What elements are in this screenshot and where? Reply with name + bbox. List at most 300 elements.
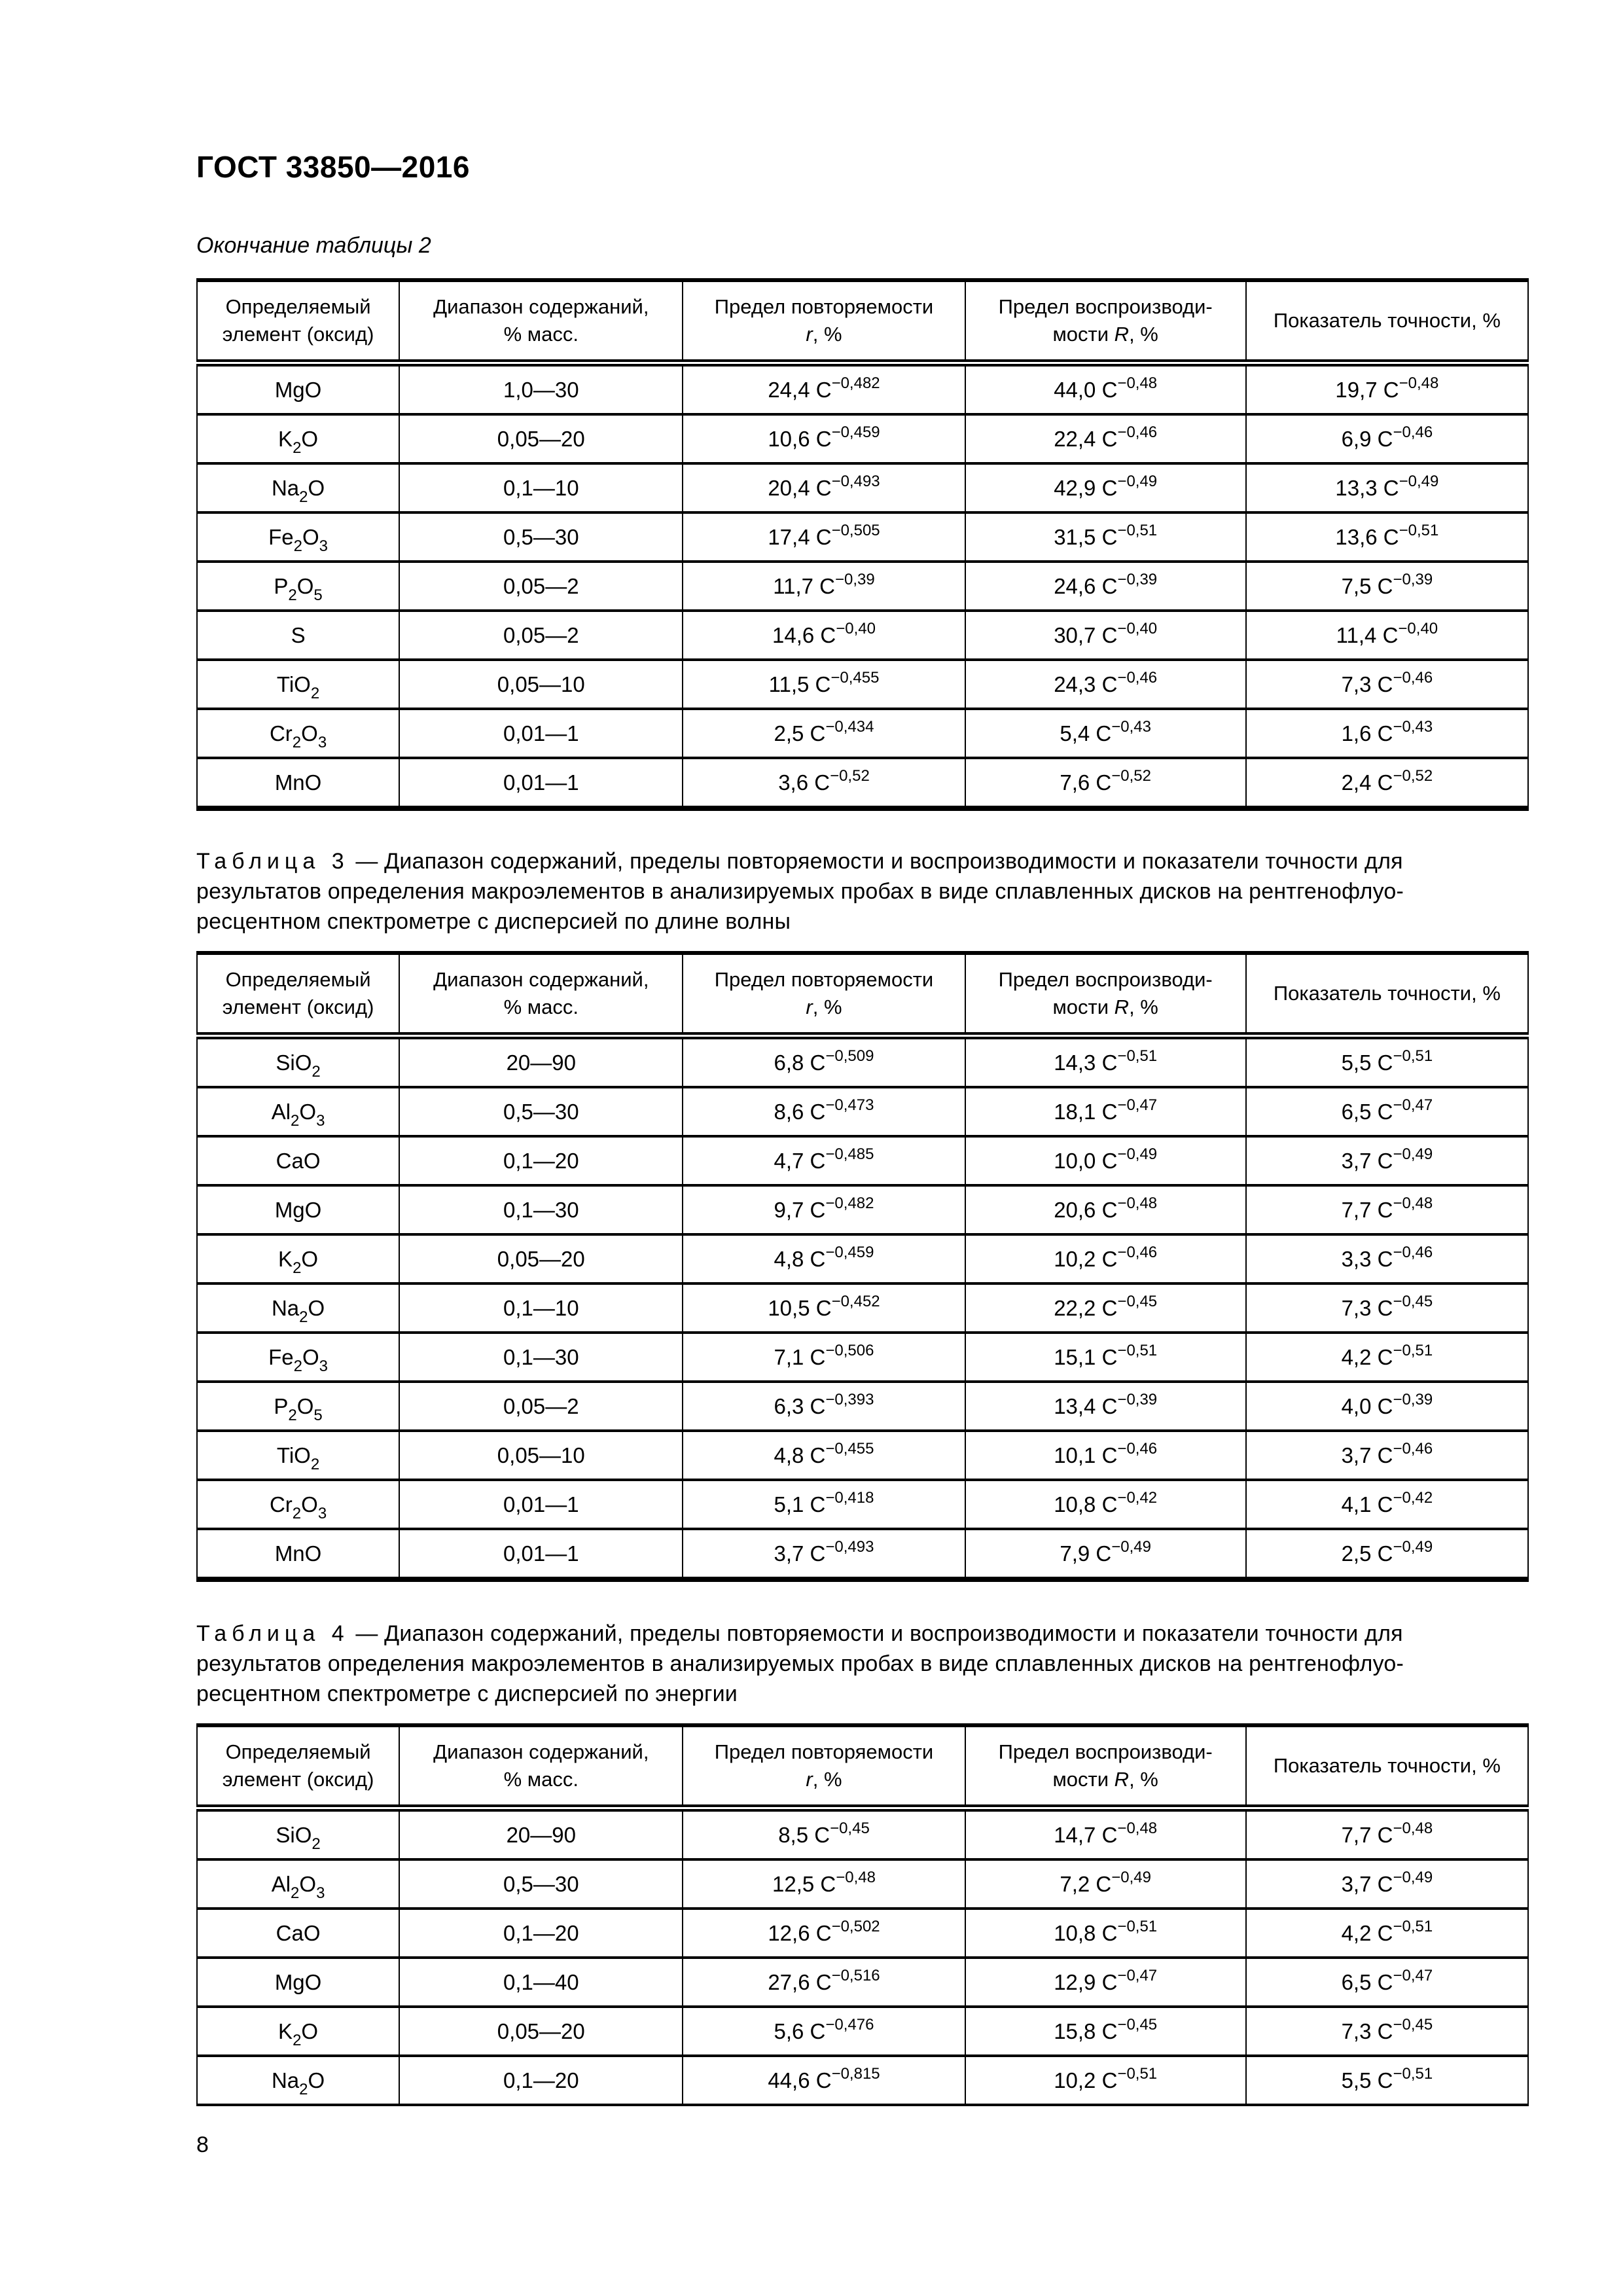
exponent: −0,434 (825, 717, 874, 736)
range-cell: 0,01—1 (399, 758, 683, 808)
header-text: мости (1052, 323, 1115, 346)
exponent: −0,493 (831, 472, 880, 490)
formula-subscript: 2 (293, 439, 302, 457)
reproducibility-cell: 44,0 $C^{-0,48}$ (965, 363, 1246, 415)
element-cell: TiO$_2$ (197, 1431, 399, 1480)
exponent: −0,47 (1117, 1096, 1158, 1114)
header-text: элемент (оксид) (222, 323, 374, 346)
reproducibility-cell: 42,9 $C^{-0,49}$ (965, 463, 1246, 512)
range-cell: 0,1—20 (399, 1909, 683, 1958)
exponent: −0,49 (1117, 472, 1158, 490)
accuracy-cell: 4,1 $C^{-0,42}$ (1246, 1480, 1528, 1529)
exponent: −0,49 (1393, 1537, 1433, 1556)
element-cell: SiO$_2$ (276, 1050, 321, 1081)
exponent: −0,46 (1117, 1439, 1158, 1458)
reproducibility-cell: 30,7 $C^{-0,40}$ (965, 611, 1246, 660)
header-reproducibility (965, 280, 1246, 363)
reproducibility-cell: 31,5 $C^{-0,51}$ (965, 512, 1246, 562)
element-cell: $P_2O_5$ (197, 562, 399, 611)
accuracy-cell: 5,5 $C^{-0,51}$ (1246, 1036, 1528, 1088)
exponent: −0,505 (831, 521, 880, 539)
formula-subscript: 5 (313, 1406, 323, 1424)
element-cell: CaO (197, 1136, 399, 1185)
accuracy-cell: 7,5 $C^{-0,39}$ (1246, 562, 1528, 611)
range-cell: 1,0—30 (399, 363, 683, 415)
accuracy-cell: 7,7 $C^{-0,48}$ (1246, 1185, 1528, 1234)
accuracy-cell: 19,7 $C^{-0,48}$ (1246, 363, 1528, 415)
exponent: −0,39 (1117, 570, 1158, 588)
exponent: −0,51 (1399, 521, 1439, 539)
exponent: −0,45 (1393, 1292, 1433, 1310)
header-range (399, 1725, 683, 1808)
header-row (197, 1725, 1528, 1808)
exponent: −0,455 (825, 1439, 874, 1458)
formula-subscript: 2 (299, 1308, 308, 1326)
formula-subscript: 2 (293, 1357, 302, 1375)
exponent: −0,45 (830, 1819, 870, 1837)
element-cell: $Fe_2O_3$ (197, 1333, 399, 1382)
header-text: % масс. (503, 323, 579, 346)
exponent: −0,42 (1393, 1488, 1433, 1507)
formula-subscript: 3 (316, 1884, 325, 1902)
header-text: , % (1129, 1768, 1158, 1791)
accuracy-cell: 3,7 $C^{-0,49}$ (1246, 1136, 1528, 1185)
reproducibility-cell: 22,2 $C^{-0,45}$ (965, 1283, 1246, 1333)
element-cell: MnO (197, 758, 399, 808)
repeatability-cell: 27,6 $C^{-0,516}$ (683, 1958, 965, 2007)
element-cell: MgO (274, 377, 322, 402)
formula-subscript: 2 (293, 537, 302, 555)
exponent: −0,51 (1117, 1917, 1158, 1935)
reproducibility-cell: 10,0 $C^{-0,49}$ (965, 1136, 1246, 1185)
reproducibility-cell: 7,2 $C^{-0,49}$ (965, 1859, 1246, 1909)
element-cell: $K_2O$ (197, 1234, 399, 1283)
header-text: Определяемый (225, 968, 371, 991)
range-cell: 20—90 (399, 1036, 683, 1088)
header-text: Предел повторяемости (714, 1740, 934, 1763)
formula-subscript: 3 (317, 733, 327, 751)
formula-subscript: 2 (310, 684, 320, 702)
element-cell: MnO (197, 1529, 399, 1579)
element-cell: $Na_2O$ (197, 463, 399, 512)
exponent: −0,815 (831, 2064, 880, 2083)
exponent: −0,48 (836, 1868, 876, 1886)
range-cell: 0,05—20 (399, 414, 683, 463)
accuracy-cell: 4,2 $C^{-0,51}$ (1246, 1333, 1528, 1382)
exponent: −0,45 (1117, 2015, 1158, 2034)
exponent: −0,47 (1393, 1966, 1433, 1984)
element-cell: S (197, 611, 399, 660)
exponent: −0,452 (831, 1292, 880, 1310)
exponent: −0,39 (1393, 1390, 1433, 1408)
exponent: −0,509 (825, 1047, 874, 1065)
table-row (197, 1185, 1528, 1234)
table-row (197, 1136, 1528, 1185)
table-row (197, 414, 1528, 463)
formula-subscript: 2 (293, 2031, 302, 2049)
reproducibility-cell: 10,8 $C^{-0,42}$ (965, 1480, 1246, 1529)
reproducibility-cell: 14,7 $C^{-0,48}$ (965, 1808, 1246, 1860)
range-cell: 20—90 (399, 1808, 683, 1860)
reproducibility-cell: 13,4 $C^{-0,39}$ (965, 1382, 1246, 1431)
header-text (971, 321, 1240, 348)
range-cell: 0,1—20 (399, 1136, 683, 1185)
var-r: r (806, 1768, 813, 1791)
range-cell: 0,05—2 (399, 562, 683, 611)
header-text: Диапазон содержаний, (433, 295, 649, 318)
reproducibility-cell: 15,8 $C^{-0,45}$ (965, 2007, 1246, 2056)
exponent: −0,455 (830, 668, 880, 687)
header-text: Диапазон содержаний, (433, 968, 649, 991)
repeatability-cell: 4,7 $C^{-0,485}$ (683, 1136, 965, 1185)
header-text: % масс. (503, 1768, 579, 1791)
range-cell: 0,01—1 (399, 709, 683, 758)
caption-line: результатов определения макроэлементов в анализируемых пробах в виде сплавленных дисков на рентгенофлуо- (196, 879, 1404, 904)
header-repeatability (683, 280, 965, 363)
element-cell: $Fe_2O_3$ (197, 512, 399, 562)
element-cell: MgO (197, 1958, 399, 2007)
accuracy-cell: 3,7 $C^{-0,49}$ (1246, 1859, 1528, 1909)
exponent: −0,49 (1111, 1537, 1151, 1556)
repeatability-cell: 11,7 $C^{-0,39}$ (683, 562, 965, 611)
reproducibility-cell: 22,4 $C^{-0,46}$ (965, 414, 1246, 463)
header-element (197, 280, 399, 363)
table-row (197, 1808, 1528, 1860)
header-text (688, 321, 959, 348)
table-row (197, 1431, 1528, 1480)
exponent: −0,46 (1393, 423, 1433, 441)
repeatability-cell: 7,1 $C^{-0,506}$ (683, 1333, 965, 1382)
header-range (399, 280, 683, 363)
header-text: Предел воспроизводи- (998, 1740, 1213, 1763)
range-cell: 0,1—20 (399, 2056, 683, 2105)
range-cell: 0,1—10 (399, 463, 683, 512)
reproducibility-cell: 24,6 $C^{-0,39}$ (965, 562, 1246, 611)
exponent: −0,39 (835, 570, 875, 588)
accuracy-cell: 3,7 $C^{-0,46}$ (1246, 1431, 1528, 1480)
exponent: −0,40 (836, 619, 876, 637)
exponent: −0,51 (1393, 1341, 1433, 1359)
exponent: −0,40 (1398, 619, 1438, 637)
header-text: Показатель точности, % (1273, 982, 1501, 1005)
exponent: −0,473 (825, 1096, 874, 1114)
table-4-label: Таблица 4 (196, 1621, 349, 1646)
caption-line (196, 1619, 1529, 1649)
table-row (197, 709, 1528, 758)
exponent: −0,485 (825, 1145, 874, 1163)
exponent: −0,502 (831, 1917, 880, 1935)
header-accuracy (1246, 953, 1528, 1036)
formula-subscript: 2 (310, 1455, 320, 1473)
exponent: −0,48 (1117, 374, 1158, 392)
element-cell: $P_2O_5$ (197, 1382, 399, 1431)
accuracy-cell: 11,4 $C^{-0,40}$ (1246, 611, 1528, 660)
var-R: R (1114, 1768, 1130, 1791)
caption-line: ресцентном спектрометре с дисперсией по длине волны (196, 909, 791, 934)
exponent: −0,459 (831, 423, 880, 441)
repeatability-cell: 14,6 $C^{-0,40}$ (683, 611, 965, 660)
exponent: −0,46 (1117, 1243, 1158, 1261)
table-row (197, 1087, 1528, 1136)
table-row (197, 1283, 1528, 1333)
range-cell: 0,05—20 (399, 2007, 683, 2056)
repeatability-cell: 12,6 $C^{-0,502}$ (683, 1909, 965, 1958)
formula-subscript: 2 (291, 1111, 300, 1130)
formula-subscript: 2 (312, 1835, 321, 1853)
accuracy-cell: 7,3 $C^{-0,45}$ (1246, 2007, 1528, 2056)
exponent: −0,42 (1117, 1488, 1158, 1507)
reproducibility-cell: 24,3 $C^{-0,46}$ (965, 660, 1246, 709)
header-text: мости (1052, 1768, 1115, 1791)
exponent: −0,46 (1117, 423, 1158, 441)
page-content (196, 0, 1529, 2158)
exponent: −0,47 (1117, 1966, 1158, 1984)
exponent: −0,418 (825, 1488, 874, 1507)
exponent: −0,51 (1117, 1341, 1158, 1359)
formula-subscript: 3 (317, 1504, 327, 1522)
exponent: −0,49 (1111, 1868, 1151, 1886)
repeatability-cell: 8,6 $C^{-0,473}$ (683, 1087, 965, 1136)
repeatability-cell: 4,8 $C^{-0,459}$ (683, 1234, 965, 1283)
reproducibility-cell: 14,3 $C^{-0,51}$ (965, 1036, 1246, 1088)
repeatability-cell: 17,4 $C^{-0,505}$ (683, 512, 965, 562)
accuracy-cell: 4,2 $C^{-0,51}$ (1246, 1909, 1528, 1958)
table-row (197, 611, 1528, 660)
reproducibility-cell: 10,2 $C^{-0,51}$ (965, 2056, 1246, 2105)
exponent: −0,51 (1393, 1047, 1433, 1065)
exponent: −0,48 (1393, 1819, 1433, 1837)
reproducibility-cell: 10,2 $C^{-0,46}$ (965, 1234, 1246, 1283)
table-row (197, 1909, 1528, 1958)
repeatability-cell: 12,5 $C^{-0,48}$ (683, 1859, 965, 1909)
table-3-header (197, 953, 1528, 1036)
table-row (197, 1480, 1528, 1529)
table-row (197, 1859, 1528, 1909)
exponent: −0,43 (1393, 717, 1433, 736)
exponent: −0,482 (825, 1194, 874, 1212)
doc-number: ГОСТ 33850—2016 (196, 150, 470, 184)
formula-subscript: 3 (316, 1111, 325, 1130)
range-cell: 0,05—20 (399, 1234, 683, 1283)
accuracy-cell: 13,3 $C^{-0,49}$ (1246, 463, 1528, 512)
header-text: , % (812, 1768, 842, 1791)
header-text: Показатель точности, % (1273, 309, 1501, 332)
header-accuracy (1246, 1725, 1528, 1808)
exponent: −0,476 (825, 2015, 874, 2034)
header-text: элемент (оксид) (222, 1768, 374, 1791)
element-cell: MgO (197, 1185, 399, 1234)
exponent: −0,51 (1393, 2064, 1433, 2083)
header-text: , % (812, 323, 842, 346)
accuracy-cell: 6,9 $C^{-0,46}$ (1246, 414, 1528, 463)
table-row (197, 512, 1528, 562)
accuracy-cell: 13,6 $C^{-0,51}$ (1246, 512, 1528, 562)
exponent: −0,493 (825, 1537, 874, 1556)
header-text: Предел повторяемости (714, 968, 934, 991)
table-4-body (197, 1808, 1528, 2106)
element-cell: TiO$_2$ (197, 660, 399, 709)
repeatability-cell: 44,6 $C^{-0,815}$ (683, 2056, 965, 2105)
repeatability-cell: 2,5 $C^{-0,434}$ (683, 709, 965, 758)
header-text: Показатель точности, % (1273, 1754, 1501, 1777)
table-row (197, 660, 1528, 709)
exponent: −0,40 (1117, 619, 1158, 637)
reproducibility-cell: 20,6 $C^{-0,48}$ (965, 1185, 1246, 1234)
exponent: −0,46 (1393, 668, 1433, 687)
reproducibility-cell: 15,1 $C^{-0,51}$ (965, 1333, 1246, 1382)
header-text (971, 994, 1240, 1021)
exponent: −0,48 (1393, 1194, 1433, 1212)
range-cell: 0,05—2 (399, 611, 683, 660)
table-2-end (196, 278, 1529, 811)
range-cell: 0,05—2 (399, 1382, 683, 1431)
header-text: Предел воспроизводи- (998, 295, 1213, 318)
header-text: Определяемый (225, 295, 371, 318)
header-text: элемент (оксид) (222, 996, 374, 1018)
formula-subscript: 3 (319, 1357, 329, 1375)
var-R: R (1114, 996, 1130, 1018)
var-r: r (806, 996, 813, 1018)
accuracy-cell: 7,3 $C^{-0,46}$ (1246, 660, 1528, 709)
repeatability-cell: 24,4 $C^{-0,482}$ (683, 363, 965, 415)
exponent: −0,47 (1393, 1096, 1433, 1114)
formula-subscript: 2 (299, 2080, 308, 2098)
table-3-caption (196, 846, 1529, 937)
table-3-body (197, 1036, 1528, 1580)
header-repeatability (683, 953, 965, 1036)
repeatability-cell: 10,5 $C^{-0,452}$ (683, 1283, 965, 1333)
header-text: % масс. (503, 996, 579, 1018)
header-text: мости (1052, 996, 1115, 1018)
repeatability-cell: 8,5 $C^{-0,45}$ (683, 1808, 965, 1860)
reproducibility-cell: 10,1 $C^{-0,46}$ (965, 1431, 1246, 1480)
repeatability-cell: 4,8 $C^{-0,455}$ (683, 1431, 965, 1480)
table-row (197, 1234, 1528, 1283)
header-row (197, 953, 1528, 1036)
page-number: 8 (196, 2132, 209, 2157)
table-row (197, 758, 1528, 808)
exponent: −0,51 (1117, 2064, 1158, 2083)
element-cell: $Al_2O_3$ (197, 1859, 399, 1909)
range-cell: 0,1—30 (399, 1185, 683, 1234)
header-reproducibility (965, 1725, 1246, 1808)
accuracy-cell: 7,3 $C^{-0,45}$ (1246, 1283, 1528, 1333)
table-row (197, 463, 1528, 512)
repeatability-cell: 3,7 $C^{-0,493}$ (683, 1529, 965, 1579)
range-cell: 0,5—30 (399, 512, 683, 562)
accuracy-cell: 4,0 $C^{-0,39}$ (1246, 1382, 1528, 1431)
reproducibility-cell: 7,9 $C^{-0,49}$ (965, 1529, 1246, 1579)
accuracy-cell: 6,5 $C^{-0,47}$ (1246, 1087, 1528, 1136)
repeatability-cell: 5,6 $C^{-0,476}$ (683, 2007, 965, 2056)
table-4-caption (196, 1619, 1529, 1709)
header-text: Диапазон содержаний, (433, 1740, 649, 1763)
range-cell: 0,05—10 (399, 1431, 683, 1480)
reproducibility-cell: 5,4 $C^{-0,43}$ (965, 709, 1246, 758)
exponent: −0,49 (1393, 1145, 1433, 1163)
table-4-header (197, 1725, 1528, 1808)
header-text: , % (1129, 996, 1158, 1018)
table-2-header (197, 280, 1528, 363)
accuracy-cell: 1,6 $C^{-0,43}$ (1246, 709, 1528, 758)
exponent: −0,46 (1393, 1439, 1433, 1458)
exponent: −0,516 (831, 1966, 880, 1984)
header-reproducibility (965, 953, 1246, 1036)
var-R: R (1114, 323, 1130, 346)
element-cell: $Cr_2O_3$ (197, 1480, 399, 1529)
table-row (197, 1382, 1528, 1431)
accuracy-cell: 7,7 $C^{-0,48}$ (1246, 1808, 1528, 1860)
table-row (197, 562, 1528, 611)
exponent: −0,49 (1117, 1145, 1158, 1163)
header-text (971, 1766, 1240, 1793)
header-repeatability (683, 1725, 965, 1808)
header-text: Определяемый (225, 1740, 371, 1763)
formula-subscript: 2 (292, 1504, 302, 1522)
table-row (197, 2056, 1528, 2105)
formula-subscript: 2 (312, 1062, 321, 1081)
element-cell: $Al_2O_3$ (197, 1087, 399, 1136)
exponent: −0,43 (1111, 717, 1151, 736)
range-cell: 0,1—40 (399, 1958, 683, 2007)
table-3 (196, 951, 1529, 1582)
repeatability-cell: 9,7 $C^{-0,482}$ (683, 1185, 965, 1234)
table-2-body (197, 363, 1528, 809)
accuracy-cell: 6,5 $C^{-0,47}$ (1246, 1958, 1528, 2007)
table-3-label: Таблица 3 (196, 849, 349, 874)
exponent: −0,52 (1393, 766, 1433, 785)
element-cell: $K_2O$ (197, 2007, 399, 2056)
exponent: −0,46 (1117, 668, 1158, 687)
table-row (197, 1036, 1528, 1088)
header-element (197, 953, 399, 1036)
caption-text: — Диапазон содержаний, пределы повторяемости и воспроизводимости и показатели точности для (349, 849, 1403, 874)
exponent: −0,52 (830, 766, 870, 785)
table-row (197, 1333, 1528, 1382)
element-cell: $Cr_2O_3$ (197, 709, 399, 758)
formula-subscript: 3 (319, 537, 329, 555)
table-4 (196, 1723, 1529, 2106)
accuracy-cell: 2,4 $C^{-0,52}$ (1246, 758, 1528, 808)
exponent: −0,49 (1399, 472, 1439, 490)
caption-line: результатов определения макроэлементов в анализируемых пробах в виде сплавленных дисков на рентгенофлуо- (196, 1651, 1404, 1676)
exponent: −0,52 (1111, 766, 1151, 785)
exponent: −0,46 (1393, 1243, 1433, 1261)
table-row (197, 1529, 1528, 1579)
range-cell: 0,05—10 (399, 660, 683, 709)
repeatability-cell: 3,6 $C^{-0,52}$ (683, 758, 965, 808)
table-row (197, 2007, 1528, 2056)
exponent: −0,393 (825, 1390, 874, 1408)
element-cell: SiO$_2$ (276, 1822, 321, 1853)
exponent: −0,459 (825, 1243, 874, 1261)
exponent: −0,49 (1393, 1868, 1433, 1886)
exponent: −0,48 (1117, 1194, 1158, 1212)
formula-subscript: 2 (288, 586, 297, 604)
header-text (688, 994, 959, 1021)
formula-subscript: 2 (291, 1884, 300, 1902)
reproducibility-cell: 10,8 $C^{-0,51}$ (965, 1909, 1246, 1958)
range-cell: 0,1—10 (399, 1283, 683, 1333)
repeatability-cell: 20,4 $C^{-0,493}$ (683, 463, 965, 512)
reproducibility-cell: 12,9 $C^{-0,47}$ (965, 1958, 1246, 2007)
exponent: −0,51 (1117, 1047, 1158, 1065)
exponent: −0,48 (1399, 374, 1439, 392)
exponent: −0,51 (1393, 1917, 1433, 1935)
caption-line: ресцентном спектрометре с дисперсией по энергии (196, 1681, 738, 1706)
header-range (399, 953, 683, 1036)
header-text (688, 1766, 959, 1793)
